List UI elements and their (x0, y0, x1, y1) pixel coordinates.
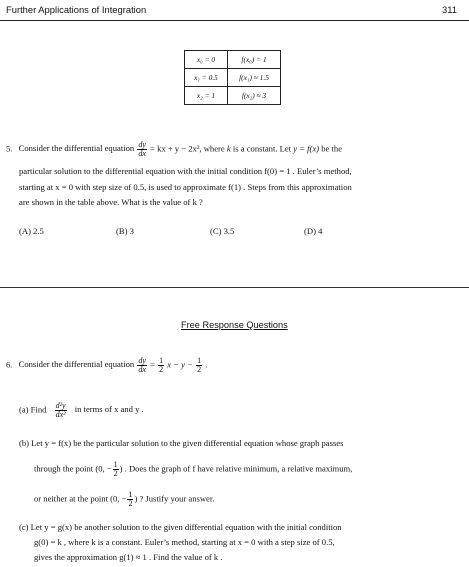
q6-derivative-fraction (137, 357, 147, 374)
q6-half-fraction: $\frac{1}{2}$ (113, 460, 118, 478)
q6-part-c-line-1: (c) Let y = g(x) be another solution to the given differential equation with the initial condition (19, 522, 342, 532)
table-cell-fx: f(x₂) ≈ 3 (228, 87, 281, 105)
q6-equation-end: . (205, 359, 208, 370)
q5-line-4: are shown in the table above. What is the value of k ? (19, 197, 203, 207)
q6-equation-mid: x − y − (167, 359, 193, 370)
q5-k: k (226, 143, 231, 154)
q6-part-a-text: in terms of x and y . (74, 404, 144, 415)
table-cell-x: x₁ = 0.5 (185, 69, 228, 87)
running-header-title: Further Applications of Integration (6, 4, 147, 15)
choice-d[interactable]: (D) 4 (304, 226, 323, 236)
q5-number: 5. (6, 143, 13, 154)
header-rule (0, 20, 469, 21)
choice-b[interactable]: (B) 3 (116, 226, 134, 236)
q5-line1-end: be the (321, 143, 343, 154)
q5-line-3: starting at x = 0 with step size of 0.5, is used to approximate f(1) . Steps from this approximation (19, 182, 352, 192)
q6-half-fraction: $\frac{1}{2}$ (197, 356, 202, 374)
q5-derivative-fraction (137, 141, 147, 158)
q5-intro: Consider the differential equation (18, 143, 135, 154)
q6-intro-text: Consider the differential equation (18, 359, 135, 370)
table-cell-fx: f(x₁) ≈ 1.5 (228, 69, 281, 87)
q6-intro (6, 357, 207, 374)
q5-dx: dx (138, 149, 146, 158)
q6-part-a (19, 402, 144, 419)
q6-half-fraction: $\frac{1}{2}$ (159, 356, 164, 374)
table-cell-fx: f(x₀) = 1 (228, 51, 281, 69)
q5-function: y = f(x) (293, 143, 320, 154)
free-response-title: Free Response Questions (181, 320, 288, 330)
euler-steps-table (184, 50, 281, 105)
q6-equals: = (150, 359, 155, 370)
q5-dy: dy (138, 140, 146, 149)
q5-equation: = kx + y − 2x², where (150, 143, 225, 154)
q6-part-b-line-3: or neither at the point (0, − $\frac{1}{2}$ ) ? Justify your answer. (34, 490, 215, 508)
q6-half-fraction: $\frac{1}{2}$ (128, 490, 133, 508)
table-cell-x: x₂ = 1 (185, 87, 228, 105)
table-row (185, 87, 281, 105)
q5-constant-text: is a constant. Let (232, 143, 292, 154)
section-divider (0, 287, 469, 288)
page-number: 311 (442, 4, 457, 15)
table-row (185, 69, 281, 87)
q5-line-2: particular solution to the differential equation with the initial condition f(0) = 1 . Euler’s method, (19, 166, 352, 176)
q6-part-b-line-1: (b) Let y = f(x) be the particular solution to the given differential equation whose graph passes (19, 438, 344, 448)
q6-second-derivative-fraction: $\frac{\text{d²y}}{\text{dx²}}$ (55, 401, 66, 419)
q6-dy: dy (138, 356, 146, 365)
table-row (185, 51, 281, 69)
q5-line-1 (6, 141, 342, 158)
q6-part-c-line-3: gives the approximation g(1) ≈ 1 . Find the value of k . (34, 552, 223, 562)
choice-a[interactable]: (A) 2.5 (19, 226, 44, 236)
q6-dx: dx (138, 365, 146, 374)
q6-part-a-label: (a) Find (19, 404, 47, 415)
choice-c[interactable]: (C) 3.5 (210, 226, 235, 236)
table-cell-x: x₀ = 0 (185, 51, 228, 69)
q6-number: 6. (6, 359, 13, 370)
q6-part-c-line-2: g(0) = k , where k is a constant. Euler’s method, starting at x = 0 with a step size of 0.5, (34, 537, 335, 547)
q6-part-b-line-2: through the point (0, − $\frac{1}{2}$ ) . Does the graph of f have relative minimum, a relative maximum, (34, 460, 353, 478)
